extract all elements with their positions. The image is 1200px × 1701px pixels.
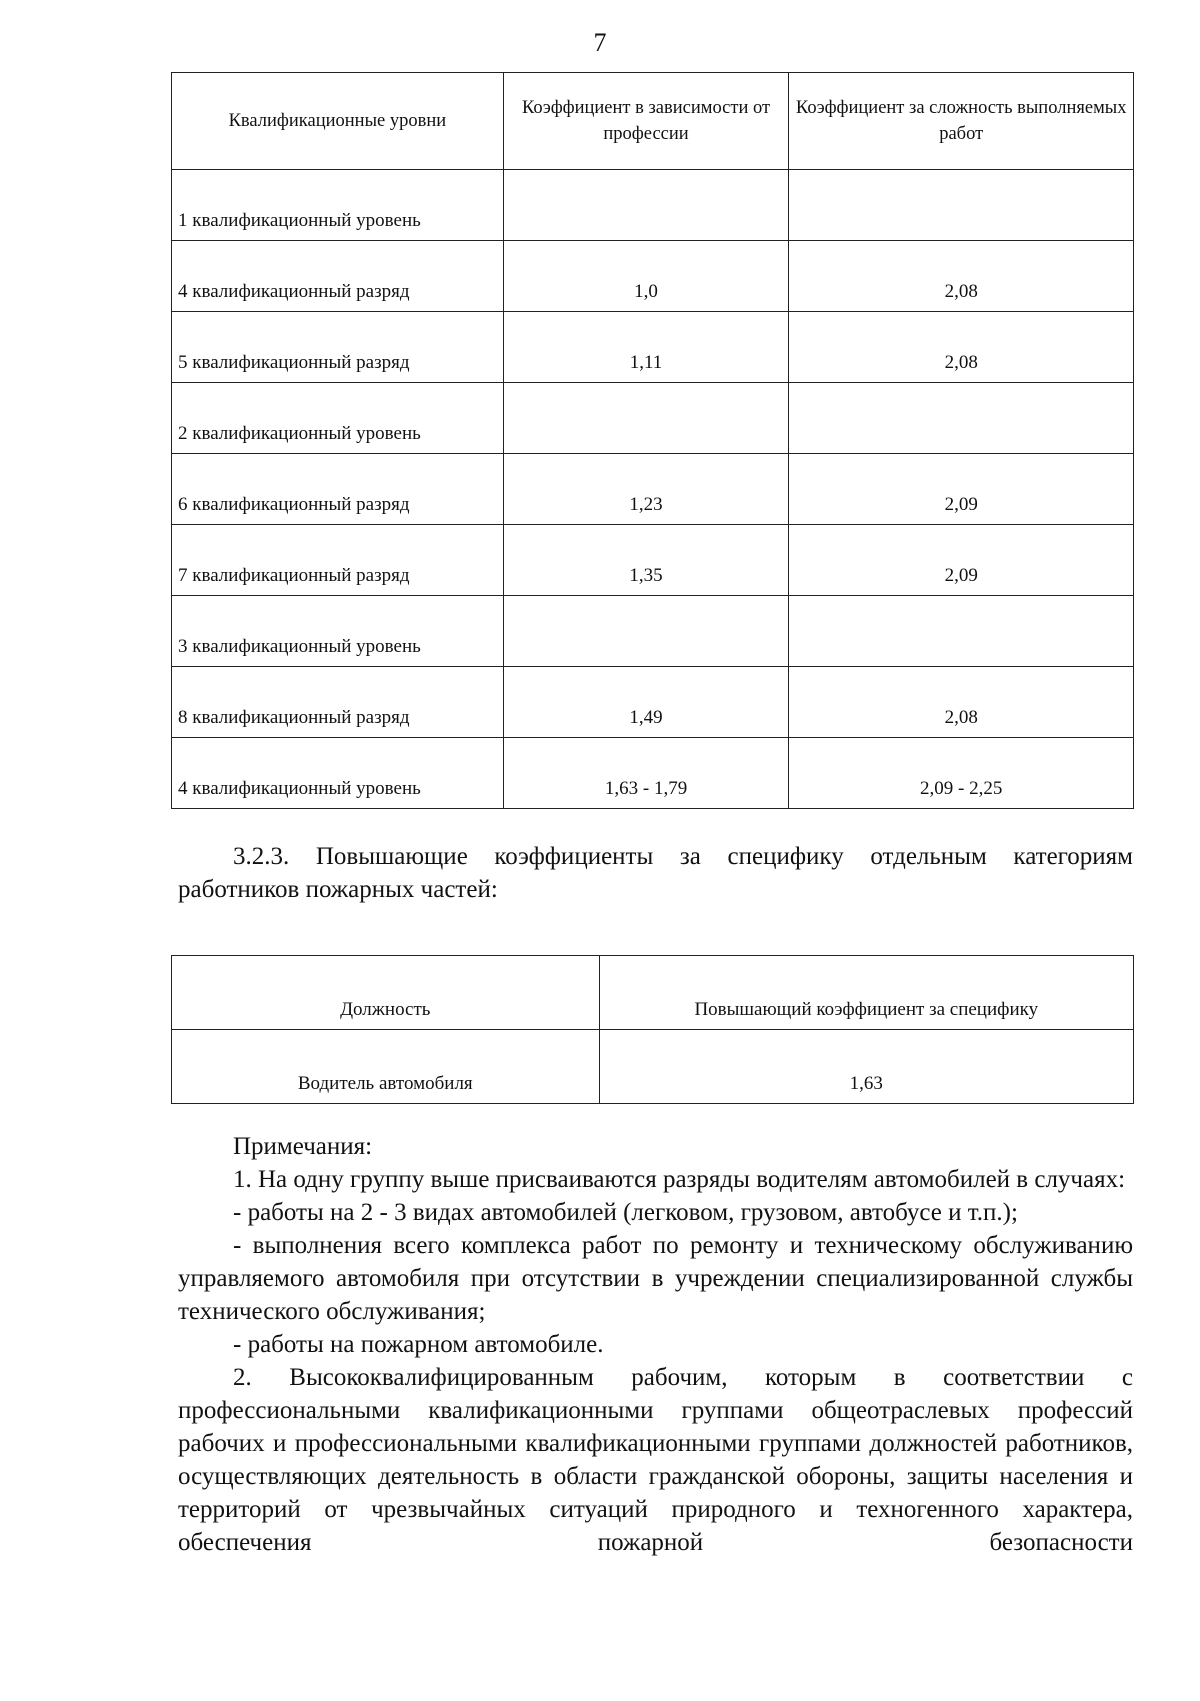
complexity-coefficient-cell: 2,08	[789, 667, 1134, 738]
row-label: 4 квалификационный разряд	[172, 241, 504, 312]
profession-coefficient-cell: 1,63 - 1,79	[503, 738, 789, 809]
header-profession-coefficient: Коэффициент в зависимости от профессии	[503, 73, 789, 170]
complexity-coefficient-cell: 2,08	[789, 312, 1134, 383]
profession-coefficient-cell: 1,0	[503, 241, 789, 312]
row-label: 5 квалификационный разряд	[172, 312, 504, 383]
specificity-coefficient-cell: 1,63	[599, 1030, 1133, 1104]
note-item-1-case: - работы на пожарном автомобиле.	[233, 1331, 604, 1358]
profession-coefficient-cell: 1,11	[503, 312, 789, 383]
position-cell: Водитель автомобиля	[172, 1030, 600, 1104]
table-row	[172, 525, 1134, 596]
note-item-1-case: - выполнения всего комплекса работ по ремонту и техническому обслуживанию управляемого автомобиля при отсутствии в учреждении специализированной службы технического обслуживания;	[178, 1232, 1133, 1325]
profession-coefficient-cell	[503, 383, 789, 454]
header-qualification-levels: Квалификационные уровни	[172, 73, 504, 170]
table-row	[172, 383, 1134, 454]
profession-coefficient-cell	[503, 170, 789, 241]
section-heading: 3.2.3. Повышающие коэффициенты за специфику отдельным категориям работников пожарных частей:	[178, 843, 1133, 903]
row-label: 6 квалификационный разряд	[172, 454, 504, 525]
profession-coefficient-cell	[503, 596, 789, 667]
page-number: 7	[593, 28, 607, 57]
section-heading-block	[178, 840, 1133, 906]
row-label: 4 квалификационный уровень	[172, 738, 504, 809]
complexity-coefficient-cell	[789, 170, 1134, 241]
table-row	[172, 454, 1134, 525]
profession-coefficient-cell: 1,49	[503, 667, 789, 738]
profession-coefficient-cell: 1,23	[503, 454, 789, 525]
complexity-coefficient-cell: 2,09 - 2,25	[789, 738, 1134, 809]
header-position: Должность	[172, 956, 600, 1030]
table-row	[172, 1030, 1134, 1104]
notes-block	[178, 1130, 1133, 1559]
row-label: 7 квалификационный разряд	[172, 525, 504, 596]
header-specificity-coefficient: Повышающий коэффициент за специфику	[599, 956, 1133, 1030]
complexity-coefficient-cell	[789, 383, 1134, 454]
qualification-coefficients-table	[171, 72, 1134, 809]
specificity-coefficient-table	[171, 955, 1134, 1104]
table-row	[172, 312, 1134, 383]
table-row	[172, 170, 1134, 241]
table-row	[172, 596, 1134, 667]
note-item-1-case: - работы на 2 - 3 видах автомобилей (легковом, грузовом, автобусе и т.п.);	[233, 1199, 1018, 1226]
complexity-coefficient-cell	[789, 596, 1134, 667]
note-item-2: 2. Высококвалифицированным рабочим, которым в соответствии с профессиональными квалификационными группами общеотраслевых профессий рабочих и профессиональными квалификационными группами должностей работников, осуществляющих деятельность в области гражданской обороны, защиты населения и территорий от чрезвычайных ситуаций природного и техногенного характера, обеспечения пожарной безопасности	[178, 1364, 1133, 1556]
table-header-row	[172, 956, 1134, 1030]
complexity-coefficient-cell: 2,09	[789, 454, 1134, 525]
notes-title: Примечания:	[233, 1133, 373, 1160]
table-row	[172, 738, 1134, 809]
table-header-row	[172, 73, 1134, 170]
row-label: 8 квалификационный разряд	[172, 667, 504, 738]
complexity-coefficient-cell: 2,09	[789, 525, 1134, 596]
header-complexity-coefficient: Коэффициент за сложность выполняемых работ	[789, 73, 1134, 170]
row-label: 2 квалификационный уровень	[172, 383, 504, 454]
row-label: 3 квалификационный уровень	[172, 596, 504, 667]
table-row	[172, 667, 1134, 738]
row-label: 1 квалификационный уровень	[172, 170, 504, 241]
profession-coefficient-cell: 1,35	[503, 525, 789, 596]
complexity-coefficient-cell: 2,08	[789, 241, 1134, 312]
table-row	[172, 241, 1134, 312]
note-item-1: 1. На одну группу выше присваиваются разряды водителям автомобилей в случаях:	[233, 1166, 1126, 1193]
